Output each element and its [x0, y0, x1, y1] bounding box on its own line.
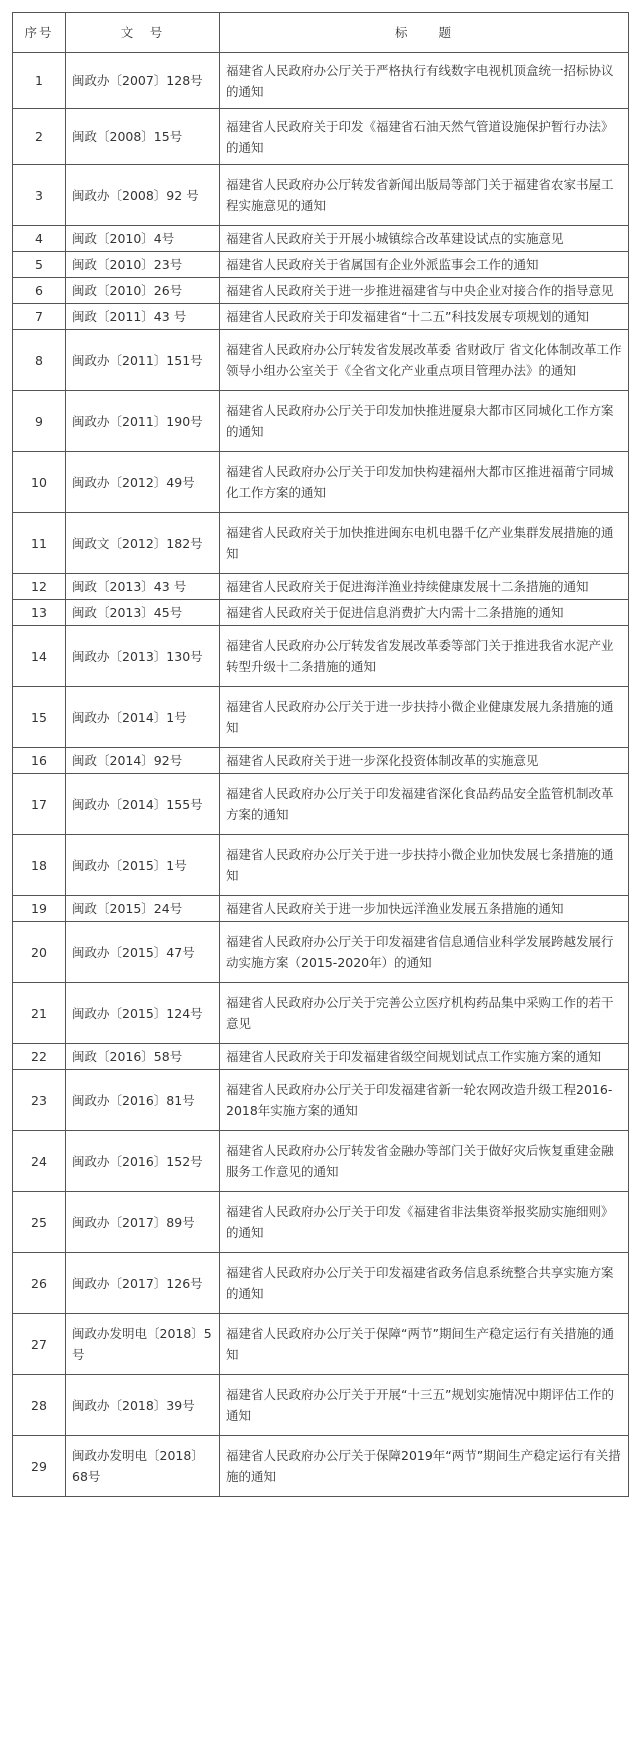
- row-doc-number-cell: 闽政〔2016〕58号: [66, 1044, 220, 1070]
- row-seq-cell: 23: [13, 1070, 66, 1131]
- row-title-cell: 福建省人民政府办公厅关于印发加快推进厦泉大都市区同城化工作方案的通知: [220, 391, 629, 452]
- row-seq-cell: 25: [13, 1192, 66, 1253]
- row-title-cell: 福建省人民政府办公厅关于进一步扶持小微企业健康发展九条措施的通知: [220, 687, 629, 748]
- table-row: [13, 304, 629, 330]
- table-row: [13, 513, 629, 574]
- row-seq-cell: 3: [13, 165, 66, 226]
- row-doc-number-cell: 闽政〔2015〕24号: [66, 896, 220, 922]
- row-title-cell: 福建省人民政府关于印发福建省“十二五”科技发展专项规划的通知: [220, 304, 629, 330]
- row-doc-number-cell: 闽政〔2013〕45号: [66, 600, 220, 626]
- row-seq-cell: 12: [13, 574, 66, 600]
- row-seq-cell: 8: [13, 330, 66, 391]
- row-title-cell: 福建省人民政府办公厅关于开展“十三五”规划实施情况中期评估工作的通知: [220, 1375, 629, 1436]
- row-doc-number-cell: 闽政办〔2013〕130号: [66, 626, 220, 687]
- table-row: [13, 626, 629, 687]
- row-title-cell: 福建省人民政府办公厅转发省金融办等部门关于做好灾后恢复重建金融服务工作意见的通知: [220, 1131, 629, 1192]
- row-title-cell: 福建省人民政府关于印发《福建省石油天然气管道设施保护暂行办法》的通知: [220, 109, 629, 165]
- row-seq-cell: 17: [13, 774, 66, 835]
- row-title-cell: 福建省人民政府办公厅转发省发展改革委等部门关于推进我省水泥产业转型升级十二条措施的通知: [220, 626, 629, 687]
- row-seq-cell: 15: [13, 687, 66, 748]
- row-title-cell: 福建省人民政府办公厅关于保障“两节”期间生产稳定运行有关措施的通知: [220, 1314, 629, 1375]
- table-row: [13, 835, 629, 896]
- row-seq-cell: 21: [13, 983, 66, 1044]
- table-row: [13, 600, 629, 626]
- table-row: [13, 330, 629, 391]
- row-title-cell: 福建省人民政府办公厅关于严格执行有线数字电视机顶盒统一招标协议的通知: [220, 53, 629, 109]
- row-seq-cell: 7: [13, 304, 66, 330]
- table-row: [13, 687, 629, 748]
- row-title-cell: 福建省人民政府办公厅关于印发《福建省非法集资举报奖励实施细则》的通知: [220, 1192, 629, 1253]
- table-row: [13, 1436, 629, 1497]
- table-row: [13, 391, 629, 452]
- row-title-cell: 福建省人民政府关于印发福建省级空间规划试点工作实施方案的通知: [220, 1044, 629, 1070]
- table-header-row: [13, 13, 629, 53]
- row-seq-cell: 16: [13, 748, 66, 774]
- row-doc-number-cell: 闽政〔2010〕26号: [66, 278, 220, 304]
- row-seq-cell: 19: [13, 896, 66, 922]
- row-seq-cell: 27: [13, 1314, 66, 1375]
- table-row: [13, 1131, 629, 1192]
- row-seq-cell: 29: [13, 1436, 66, 1497]
- row-title-cell: 福建省人民政府办公厅关于完善公立医疗机构药品集中采购工作的若干意见: [220, 983, 629, 1044]
- row-seq-cell: 11: [13, 513, 66, 574]
- row-seq-cell: 22: [13, 1044, 66, 1070]
- row-doc-number-cell: 闽政办〔2014〕1号: [66, 687, 220, 748]
- row-doc-number-cell: 闽政办〔2015〕1号: [66, 835, 220, 896]
- row-doc-number-cell: 闽政〔2014〕92号: [66, 748, 220, 774]
- row-title-cell: 福建省人民政府关于促进信息消费扩大内需十二条措施的通知: [220, 600, 629, 626]
- row-title-cell: 福建省人民政府办公厅关于印发福建省深化食品药品安全监管机制改革方案的通知: [220, 774, 629, 835]
- row-seq-cell: 1: [13, 53, 66, 109]
- row-title-cell: 福建省人民政府关于促进海洋渔业持续健康发展十二条措施的通知: [220, 574, 629, 600]
- row-seq-cell: 14: [13, 626, 66, 687]
- table-row: [13, 922, 629, 983]
- table-body: [13, 53, 629, 1497]
- row-seq-cell: 9: [13, 391, 66, 452]
- table-row: [13, 774, 629, 835]
- row-title-cell: 福建省人民政府办公厅关于印发福建省信息通信业科学发展跨越发展行动实施方案（2015-2020年）的通知: [220, 922, 629, 983]
- row-doc-number-cell: 闽政办〔2011〕151号: [66, 330, 220, 391]
- table-row: [13, 1253, 629, 1314]
- row-title-cell: 福建省人民政府办公厅转发省发展改革委 省财政厅 省文化体制改革工作领导小组办公室关于《全省文化产业重点项目管理办法》的通知: [220, 330, 629, 391]
- row-doc-number-cell: 闽政〔2011〕43 号: [66, 304, 220, 330]
- row-doc-number-cell: 闽政〔2010〕23号: [66, 252, 220, 278]
- header-doc-number: 文 号: [66, 13, 220, 53]
- row-seq-cell: 20: [13, 922, 66, 983]
- row-doc-number-cell: 闽政办〔2016〕81号: [66, 1070, 220, 1131]
- row-doc-number-cell: 闽政办〔2017〕126号: [66, 1253, 220, 1314]
- row-seq-cell: 28: [13, 1375, 66, 1436]
- row-title-cell: 福建省人民政府关于开展小城镇综合改革建设试点的实施意见: [220, 226, 629, 252]
- table-row: [13, 896, 629, 922]
- table-row: [13, 983, 629, 1044]
- table-row: [13, 452, 629, 513]
- row-doc-number-cell: 闽政办发明电〔2018〕5号: [66, 1314, 220, 1375]
- row-doc-number-cell: 闽政〔2013〕43 号: [66, 574, 220, 600]
- row-doc-number-cell: 闽政办〔2012〕49号: [66, 452, 220, 513]
- row-doc-number-cell: 闽政办〔2011〕190号: [66, 391, 220, 452]
- row-doc-number-cell: 闽政办〔2008〕92 号: [66, 165, 220, 226]
- table-row: [13, 226, 629, 252]
- row-doc-number-cell: 闽政〔2010〕4号: [66, 226, 220, 252]
- row-doc-number-cell: 闽政办〔2016〕152号: [66, 1131, 220, 1192]
- row-title-cell: 福建省人民政府办公厅关于印发福建省政务信息系统整合共享实施方案的通知: [220, 1253, 629, 1314]
- row-seq-cell: 5: [13, 252, 66, 278]
- row-doc-number-cell: 闽政办〔2007〕128号: [66, 53, 220, 109]
- row-seq-cell: 2: [13, 109, 66, 165]
- table-row: [13, 109, 629, 165]
- header-seq: 序号: [13, 13, 66, 53]
- row-doc-number-cell: 闽政办〔2017〕89号: [66, 1192, 220, 1253]
- row-seq-cell: 6: [13, 278, 66, 304]
- row-title-cell: 福建省人民政府关于进一步推进福建省与中央企业对接合作的指导意见: [220, 278, 629, 304]
- header-title: 标 题: [220, 13, 629, 53]
- row-doc-number-cell: 闽政办〔2015〕124号: [66, 983, 220, 1044]
- table-row: [13, 53, 629, 109]
- row-seq-cell: 10: [13, 452, 66, 513]
- row-title-cell: 福建省人民政府办公厅转发省新闻出版局等部门关于福建省农家书屋工程实施意见的通知: [220, 165, 629, 226]
- table-row: [13, 1375, 629, 1436]
- table-row: [13, 574, 629, 600]
- row-seq-cell: 26: [13, 1253, 66, 1314]
- row-seq-cell: 4: [13, 226, 66, 252]
- row-title-cell: 福建省人民政府办公厅关于保障2019年“两节”期间生产稳定运行有关措施的通知: [220, 1436, 629, 1497]
- row-title-cell: 福建省人民政府关于进一步加快远洋渔业发展五条措施的通知: [220, 896, 629, 922]
- row-doc-number-cell: 闽政文〔2012〕182号: [66, 513, 220, 574]
- table-row: [13, 1192, 629, 1253]
- table-row: [13, 252, 629, 278]
- table-row: [13, 1044, 629, 1070]
- row-title-cell: 福建省人民政府关于加快推进闽东电机电器千亿产业集群发展措施的通知: [220, 513, 629, 574]
- row-doc-number-cell: 闽政办发明电〔2018〕68号: [66, 1436, 220, 1497]
- table-row: [13, 278, 629, 304]
- row-doc-number-cell: 闽政办〔2015〕47号: [66, 922, 220, 983]
- row-doc-number-cell: 闽政〔2008〕15号: [66, 109, 220, 165]
- table-row: [13, 748, 629, 774]
- row-title-cell: 福建省人民政府办公厅关于进一步扶持小微企业加快发展七条措施的通知: [220, 835, 629, 896]
- row-title-cell: 福建省人民政府办公厅关于印发福建省新一轮农网改造升级工程2016-2018年实施方案的通知: [220, 1070, 629, 1131]
- row-seq-cell: 13: [13, 600, 66, 626]
- row-doc-number-cell: 闽政办〔2014〕155号: [66, 774, 220, 835]
- table-row: [13, 1070, 629, 1131]
- row-doc-number-cell: 闽政办〔2018〕39号: [66, 1375, 220, 1436]
- row-seq-cell: 18: [13, 835, 66, 896]
- row-title-cell: 福建省人民政府关于进一步深化投资体制改革的实施意见: [220, 748, 629, 774]
- table-row: [13, 165, 629, 226]
- row-seq-cell: 24: [13, 1131, 66, 1192]
- table-row: [13, 1314, 629, 1375]
- row-title-cell: 福建省人民政府关于省属国有企业外派监事会工作的通知: [220, 252, 629, 278]
- row-title-cell: 福建省人民政府办公厅关于印发加快构建福州大都市区推进福莆宁同城化工作方案的通知: [220, 452, 629, 513]
- document-table: [12, 12, 629, 1497]
